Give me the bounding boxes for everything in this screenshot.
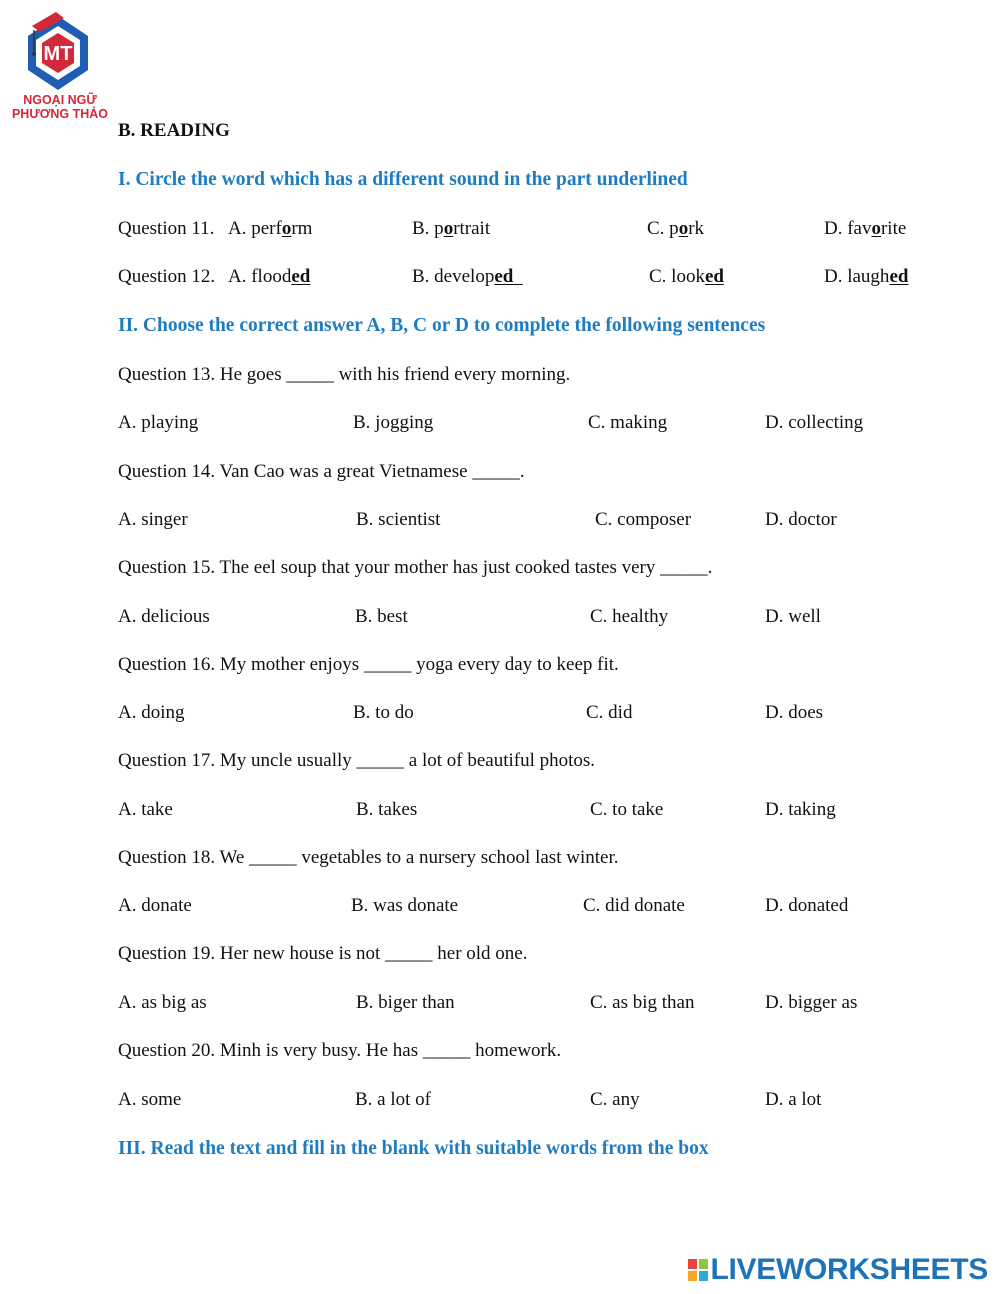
q11-option-b[interactable]: B. portrait xyxy=(412,218,491,239)
logo-line-2: PHƯƠNG THẢO xyxy=(11,107,109,121)
q17-option-d[interactable]: D. taking xyxy=(765,799,836,820)
q15-option-c[interactable]: C. healthy xyxy=(590,606,669,627)
liveworksheets-brand xyxy=(687,1255,989,1285)
brand-text: LIVEWORKSHEETS xyxy=(710,1253,988,1286)
q13-option-d[interactable]: D. collecting xyxy=(765,412,864,433)
q17-option-b[interactable]: B. takes xyxy=(356,799,418,820)
school-logo xyxy=(8,8,112,120)
q14-option-a[interactable]: A. singer xyxy=(118,509,188,530)
q17-option-a[interactable]: A. take xyxy=(118,799,173,820)
q16-option-a[interactable]: A. doing xyxy=(118,702,185,723)
q19-option-d[interactable]: D. bigger as xyxy=(765,992,858,1013)
q14-option-c[interactable]: C. composer xyxy=(595,509,692,530)
q20-option-c[interactable]: C. any xyxy=(590,1089,640,1110)
q14-option-b[interactable]: B. scientist xyxy=(356,509,441,530)
question-11-row xyxy=(118,218,214,240)
q12-option-b[interactable]: B. developed xyxy=(412,266,523,287)
question-18-text: Question 18. We _____ vegetables to a nursery school last winter. xyxy=(118,847,619,868)
q18-option-a[interactable]: A. donate xyxy=(118,895,192,916)
section-title: B. READING xyxy=(118,120,230,141)
question-17-text: Question 17. My uncle usually _____ a lot of beautiful photos. xyxy=(118,750,596,771)
q11-option-a[interactable]: A. perform xyxy=(228,218,313,239)
q16-option-c[interactable]: C. did xyxy=(586,702,633,723)
q17-option-c[interactable]: C. to take xyxy=(590,799,664,820)
q16-option-b[interactable]: B. to do xyxy=(353,702,414,723)
q13-option-b[interactable]: B. jogging xyxy=(353,412,434,433)
q12-option-c[interactable]: C. looked xyxy=(649,266,724,287)
q15-option-b[interactable]: B. best xyxy=(355,606,408,627)
question-19-text: Question 19. Her new house is not _____ her old one. xyxy=(118,943,528,964)
svg-text:MT: MT xyxy=(43,43,73,65)
question-16-text: Question 16. My mother enjoys _____ yoga every day to keep fit. xyxy=(118,654,619,675)
logo-emblem-icon xyxy=(8,8,112,92)
q14-option-d[interactable]: D. doctor xyxy=(765,509,837,530)
q13-option-a[interactable]: A. playing xyxy=(118,412,199,433)
q19-option-a[interactable]: A. as big as xyxy=(118,992,207,1013)
q13-option-c[interactable]: C. making xyxy=(588,412,668,433)
q15-option-a[interactable]: A. delicious xyxy=(118,606,210,627)
q11-option-c[interactable]: C. pork xyxy=(647,218,705,239)
q20-option-d[interactable]: D. a lot xyxy=(765,1089,822,1110)
q18-option-d[interactable]: D. donated xyxy=(765,895,849,916)
question-15-text: Question 15. The eel soup that your mother has just cooked tastes very _____. xyxy=(118,557,713,578)
q18-option-b[interactable]: B. was donate xyxy=(351,895,459,916)
question-13-text: Question 13. He goes _____ with his friend every morning. xyxy=(118,364,571,385)
q19-option-b[interactable]: B. biger than xyxy=(356,992,455,1013)
q19-option-c[interactable]: C. as big than xyxy=(590,992,695,1013)
q11-option-d[interactable]: D. favorite xyxy=(824,218,907,239)
question-14-text: Question 14. Van Cao was a great Vietnamese _____. xyxy=(118,461,525,482)
part1-heading: I. Circle the word which has a different sound in the part underlined xyxy=(118,169,688,190)
q12-option-d[interactable]: D. laughed xyxy=(824,266,909,287)
question-label: Question 12. xyxy=(118,266,216,287)
q15-option-d[interactable]: D. well xyxy=(765,606,821,627)
liveworksheets-logo-icon xyxy=(687,1258,709,1282)
question-12-row xyxy=(118,266,215,288)
q12-option-a[interactable]: A. flooded xyxy=(228,266,311,287)
part2-heading: II. Choose the correct answer A, B, C or D to complete the following sentences xyxy=(118,315,766,336)
question-20-text: Question 20. Minh is very busy. He has _____ homework. xyxy=(118,1040,562,1061)
part3-heading: III. Read the text and fill in the blank with suitable words from the box xyxy=(118,1138,709,1159)
q16-option-d[interactable]: D. does xyxy=(765,702,824,723)
q18-option-c[interactable]: C. did donate xyxy=(583,895,685,916)
question-label: Question 11. xyxy=(118,218,215,239)
q20-option-b[interactable]: B. a lot of xyxy=(355,1089,431,1110)
logo-line-1: NGOẠI NGỮ xyxy=(23,93,97,107)
q20-option-a[interactable]: A. some xyxy=(118,1089,182,1110)
